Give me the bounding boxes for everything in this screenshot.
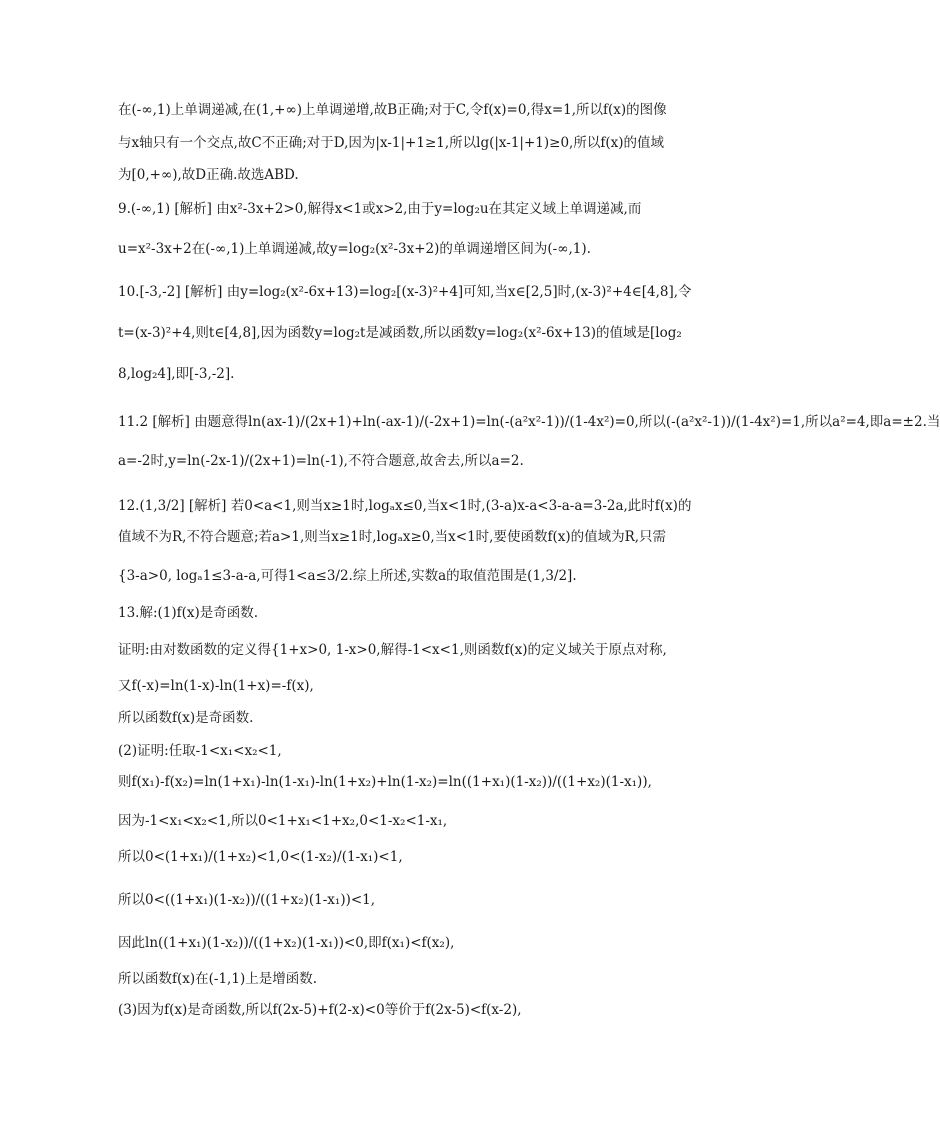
- text-line: 8,log₂4],即[-3,-2].: [118, 366, 235, 382]
- text-line: 与x轴只有一个交点,故C不正确;对于D,因为|x-1|+1≥1,所以lg(|x-1|+1)≥0,所以f(x)的值域: [118, 135, 664, 151]
- text-line: 因为-1<x₁<x₂<1,所以0<1+x₁<1+x₂,0<1-x₂<1-x₁,: [118, 813, 448, 829]
- answer-13-heading: 13.解:(1)f(x)是奇函数.: [118, 605, 259, 621]
- text-line: (2)证明:任取-1<x₁<x₂<1,: [118, 743, 282, 759]
- text-line: t=(x-3)²+4,则t∈[4,8],因为函数y=log₂t是减函数,所以函数y=log₂(x²-6x+13)的值域是[log₂: [118, 325, 682, 341]
- text-line: 所以函数f(x)在(-1,1)上是增函数.: [118, 971, 317, 987]
- text-line: 为[0,+∞),故D正确.故选ABD.: [118, 167, 299, 183]
- text-line: u=x²-3x+2在(-∞,1)上单调递减,故y=log₂(x²-3x+2)的单调递增区间为(-∞,1).: [118, 241, 591, 257]
- text-line: 所以0<(1+x₁)/(1+x₂)<1,0<(1-x₂)/(1-x₁)<1,: [118, 849, 403, 865]
- text-line: a=-2时,y=ln(-2x-1)/(2x+1)=ln(-1),不符合题意,故舍去,所以a=2.: [118, 453, 524, 469]
- text-line: 值域不为R,不符合题意;若a>1,则当x≥1时,logₐx≥0,当x<1时,要使函数f(x)的值域为R,只需: [118, 529, 667, 545]
- text-line: 所以函数f(x)是奇函数.: [118, 710, 254, 726]
- text-line: 所以0<((1+x₁)(1-x₂))/((1+x₂)(1-x₁))<1,: [118, 892, 376, 908]
- text-line: 因此ln((1+x₁)(1-x₂))/((1+x₂)(1-x₁))<0,即f(x₁)<f(x₂),: [118, 935, 455, 951]
- answer-11-line: 11.2 [解析] 由题意得ln(ax-1)/(2x+1)+ln(-ax-1)/(-2x+1)=ln(-(a²x²-1))/(1-4x²)=0,所以(-(a²x²-1))/(1-4x²)=1,所以a²=4,即a=±2.当: [118, 414, 940, 430]
- text-line: 又f(-x)=ln(1-x)-ln(1+x)=-f(x),: [118, 678, 314, 694]
- text-line: {3-a>0, logₐ1≤3-a-a,可得1<a≤3/2.综上所述,实数a的取值范围是(1,3/2].: [118, 568, 577, 584]
- text-line: 则f(x₁)-f(x₂)=ln(1+x₁)-ln(1-x₁)-ln(1+x₂)+ln(1-x₂)=ln((1+x₁)(1-x₂))/((1+x₂)(1-x₁)),: [118, 774, 652, 790]
- text-line: (3)因为f(x)是奇函数,所以f(2x-5)+f(2-x)<0等价于f(2x-5)<f(x-2),: [118, 1002, 522, 1018]
- answer-9-line: 9.(-∞,1) [解析] 由x²-3x+2>0,解得x<1或x>2,由于y=log₂u在其定义域上单调递减,而: [118, 201, 642, 217]
- text-line: 证明:由对数函数的定义得{1+x>0, 1-x>0,解得-1<x<1,则函数f(x)的定义域关于原点对称,: [118, 642, 667, 658]
- answer-12-line: 12.(1,3/2] [解析] 若0<a<1,则当x≥1时,logₐx≤0,当x<1时,(3-a)x-a<3-a-a=3-2a,此时f(x)的: [118, 498, 692, 514]
- text-line: 在(-∞,1)上单调递减,在(1,+∞)上单调递增,故B正确;对于C,令f(x)=0,得x=1,所以f(x)的图像: [118, 102, 667, 118]
- answer-10-line: 10.[-3,-2] [解析] 由y=log₂(x²-6x+13)=log₂[(x-3)²+4]可知,当x∈[2,5]时,(x-3)²+4∈[4,8],令: [118, 284, 692, 300]
